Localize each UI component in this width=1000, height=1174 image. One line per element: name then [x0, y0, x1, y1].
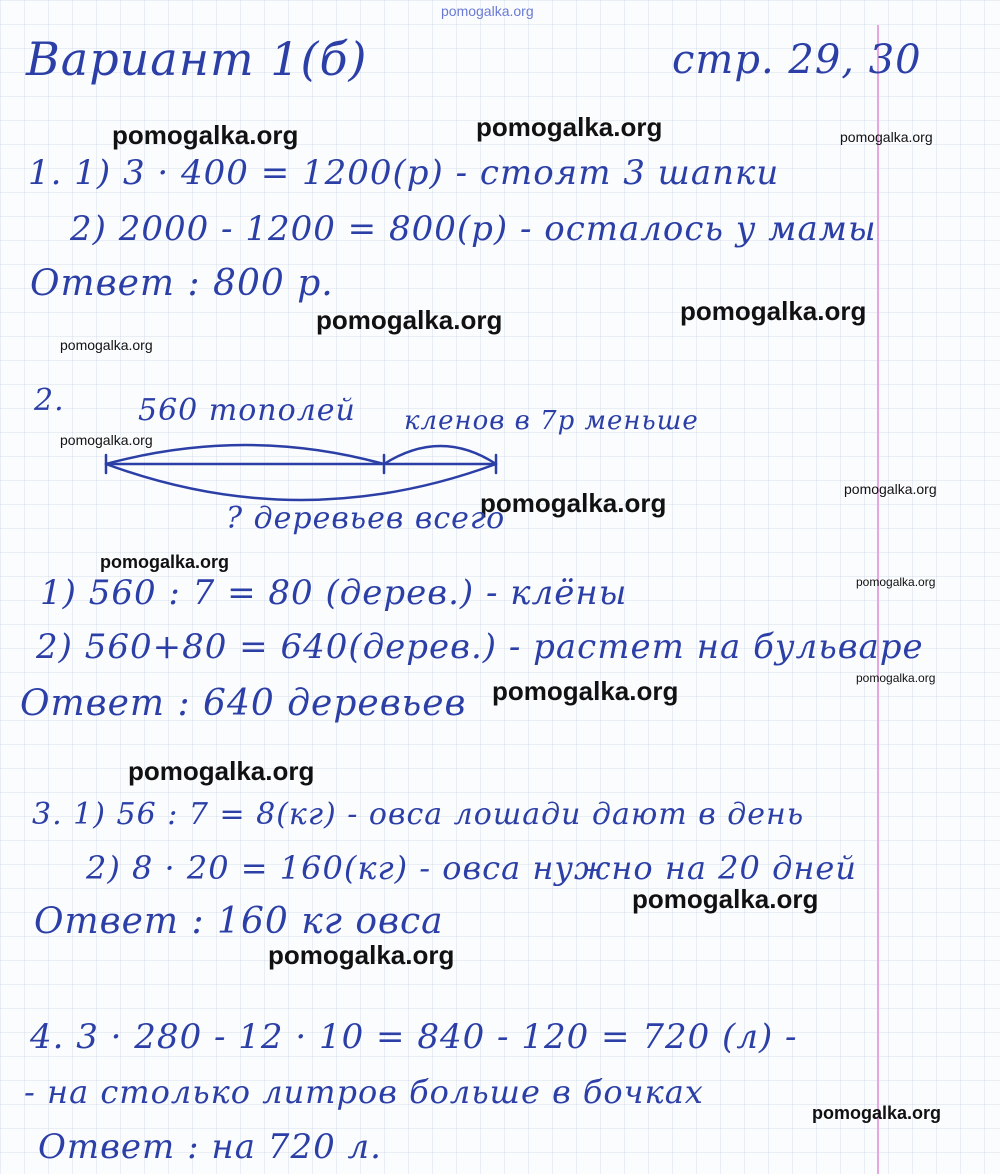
task1-answer: Ответ : 800 р.: [30, 263, 334, 304]
watermark: pomogalka.org: [128, 756, 315, 786]
watermark: pomogalka.org: [112, 120, 299, 150]
task4-line2: - на столько литров больше в бочках: [24, 1073, 704, 1111]
watermark: pomogalka.org: [476, 112, 663, 142]
watermark: pomogalka.org: [856, 575, 936, 589]
watermark: pomogalka.org: [632, 884, 819, 914]
watermark: pomogalka.org: [441, 3, 534, 19]
watermark: pomogalka.org: [60, 432, 153, 448]
task2-number: 2.: [34, 383, 65, 418]
diagram-label-poplars: 560 тополей: [138, 393, 356, 428]
watermark: pomogalka.org: [60, 337, 153, 353]
total-arc-bottom: [106, 464, 496, 500]
watermark: pomogalka.org: [840, 129, 933, 145]
watermark: pomogalka.org: [268, 940, 455, 970]
task2-step2: 2) 560+80 = 640(дерев.) - растет на бульваре: [36, 627, 924, 667]
task2-answer: Ответ : 640 деревьев: [20, 683, 467, 724]
poplars-arc-top: [106, 445, 384, 464]
watermark: pomogalka.org: [100, 552, 230, 572]
page-numbers: стр. 29, 30: [672, 37, 922, 83]
maples-arc-top: [384, 446, 496, 464]
diagram-label-total: ? деревьев всего: [226, 501, 506, 536]
margin-line: [877, 25, 879, 1174]
task4-line1: 4. 3 · 280 - 12 · 10 = 840 - 120 = 720 (л) -: [30, 1017, 798, 1057]
task3-answer: Ответ : 160 кг овса: [34, 901, 444, 942]
watermark: pomogalka.org: [856, 671, 936, 685]
task1-step1: 1. 1) 3 · 400 = 1200(р) - стоят 3 шапки: [28, 153, 780, 193]
task3-step1: 3. 1) 56 : 7 = 8(кг) - овса лошади дают в день: [32, 797, 805, 832]
task3-step2: 2) 8 · 20 = 160(кг) - овса нужно на 20 дней: [86, 849, 857, 887]
task1-step2: 2) 2000 - 1200 = 800(р) - осталось у мамы: [70, 209, 877, 249]
task4-answer: Ответ : на 720 л.: [38, 1127, 382, 1167]
diagram-label-maples: кленов в 7р меньше: [404, 406, 699, 436]
watermark: pomogalka.org: [480, 488, 667, 518]
segment-diagram: [96, 440, 506, 510]
variant-heading: Вариант 1(б): [26, 32, 368, 86]
watermark: pomogalka.org: [812, 1103, 942, 1123]
watermark: pomogalka.org: [316, 305, 503, 335]
watermark: pomogalka.org: [680, 296, 867, 326]
watermark: pomogalka.org: [492, 676, 679, 706]
task2-step1: 1) 560 : 7 = 80 (дерев.) - клёны: [40, 573, 628, 613]
watermark: pomogalka.org: [844, 481, 937, 497]
